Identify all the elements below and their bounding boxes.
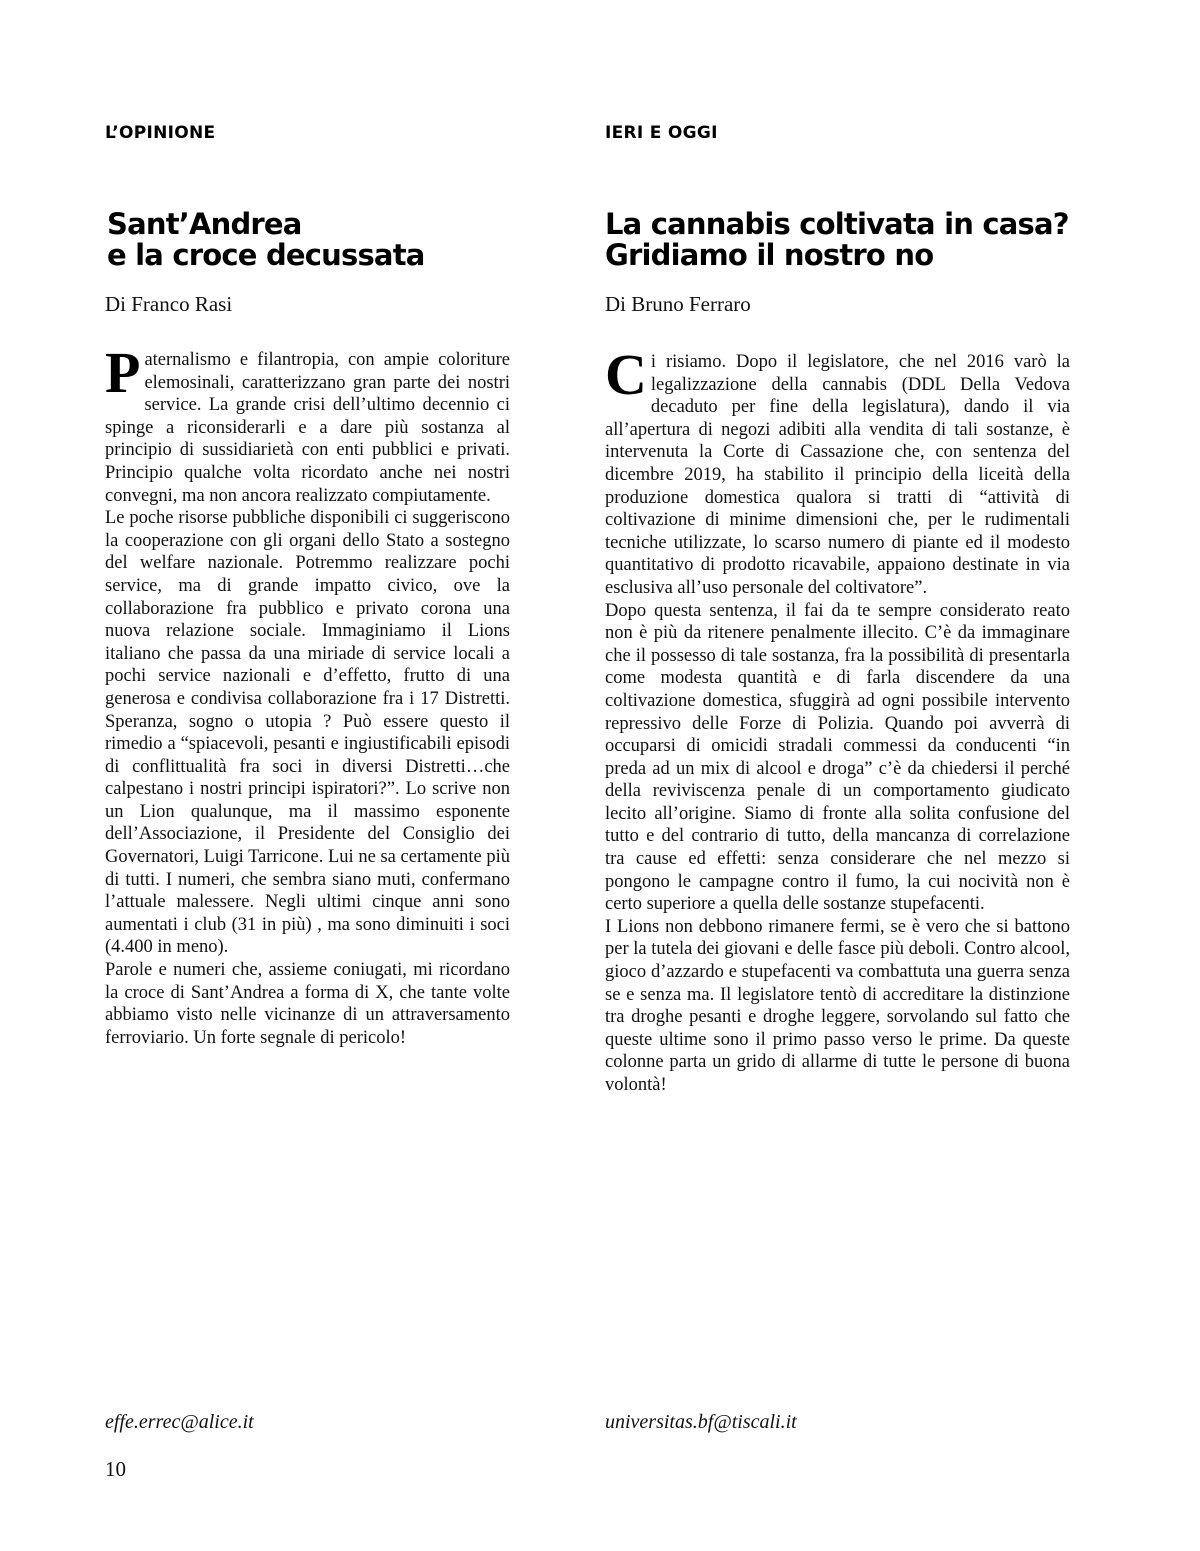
article-body [105,340,510,1049]
byline: Di Bruno Ferraro [605,292,751,316]
author-email-link[interactable]: effe.errec@alice.it [105,1411,254,1433]
paragraph: Parole e numeri che, assieme coniugati, mi ricordano la croce di Sant’Andrea a forma di X, che tante volte abbiamo visto nelle vicinanze di un attraversamento ferroviario. Un forte segnale di pericolo! [105,960,510,1048]
article-title [605,209,1069,271]
title-line: e la croce decussata [107,238,425,272]
paragraph-text: i risiamo. Dopo il legislatore, che nel 2016 varò la legalizzazione della cannabis (DDL Della Vedova decaduto per fine della legislatura), dando il via all’apertura di negozi adibiti alla vendita di tali sostanze, è intervenuta la Corte di Cassazione che, con sentenza del dicembre 2019, ha stabilito il principio della liceità della produzione domestica qualora si tratti di “attività di coltivazione di minime dimensioni che, per le rudimentali tecniche utilizzate, lo scarso numero di piante ed il modesto quantitativo di prodotto ricavabile, appaiono destinate in via esclusiva all’uso personale del coltivatore”. [605,352,1070,598]
page-number: 10 [105,1457,126,1481]
paragraph [105,340,510,507]
drop-cap: P [105,340,141,405]
drop-cap: C [605,342,647,407]
paragraph: Le poche risorse pubbliche disponibili ci suggeriscono la cooperazione con gli organi dello Stato a sostegno del welfare nazionale. Potremmo realizzare pochi service, ma di grande impatto civico, ove la collaborazione fra pubblico e privato corona una nuova relazione sociale. Immaginiamo il Lions italiano che passa da una miriade di service locali a pochi service nazionali e d’effetto, frutto di una generosa e condivisa collaborazione fra i 17 Distretti. Speranza, sogno o utopia ? Può essere questo il rimedio a “spiacevoli, pesanti e ingiustificabili episodi di conflittualità fra soci in diversi Distretti…che calpestano i nostri principi ispiratori?”. Lo scrive non un Lion qualunque, ma il massimo esponente dell’Associazione, il Presidente del Consiglio dei Governatori, Luigi Tarricone. Lui ne sa certamente più di tutti. I numeri, che sembra siano muti, confermano l’attuale malessere. Negli ultimi cinque anni sono aumentati i club (31 in più) , ma sono diminuiti i soci (4.400 in meno). [105,508,510,958]
title-line: Sant’Andrea [107,207,302,241]
article-body [605,342,1070,1097]
title-line: La cannabis coltivata in casa? [605,207,1069,241]
section-label: L’OPINIONE [105,123,216,143]
byline: Di Franco Rasi [105,292,233,316]
title-line: Gridiamo il nostro no [605,238,934,272]
paragraph: I Lions non debbono rimanere fermi, se è vero che si battono per la tutela dei giovani e delle fasce più deboli. Contro alcool, gioco d’azzardo e stupefacenti va combattuta una guerra senza se e senza ma. Il legislatore tentò di accreditare la distinzione tra droghe pesanti e droghe leggere, sorvolando sul fatto che queste ultime sono il primo passo verso le prime. Da queste colonne parta un grido di allarme di tutte le persone di buona volontà! [605,916,1070,1095]
article-title [107,209,425,271]
paragraph-text: aternalismo e filantropia, con ampie coloriture elemosinali, caratterizzano gran parte dei nostri service. La grande crisi dell’ultimo decennio ci spinge a riconsiderarli e a dare più sostanza al principio di sussidiarietà con enti pubblici e privati. Principio qualche volta ricordato anche nei nostri convegni, ma non ancora realizzato compiutamente. [105,350,510,506]
section-label: IERI E OGGI [605,123,718,143]
paragraph: Dopo questa sentenza, il fai da te sempre considerato reato non è più da ritenere penalmente illecito. C’è da immaginare che il possesso di tale sostanza, fra la possibilità di presentarla come modesta quantità e di farla discendere da una coltivazione domestica, sfuggirà ad ogni possibile intervento repressivo delle Forze di Polizia. Quando poi avverrà di occuparsi di omicidi stradali commessi da conducenti “in preda ad un mix di alcool e droga” c’è da chiedersi il perché della reviviscenza penale di un comportamento giudicato lecito all’origine. Siamo di fronte alla solita confusione del tutto e del contrario di tutto, della mancanza di correlazione tra cause ed effetti: senza considerare che nel mezzo si pongono le campagne contro il fumo, la cui nocività non è certo superiore a quella delle sostanze stupefacenti. [605,600,1070,915]
paragraph [605,342,1070,600]
author-email-link[interactable]: universitas.bf@tiscali.it [605,1411,797,1433]
